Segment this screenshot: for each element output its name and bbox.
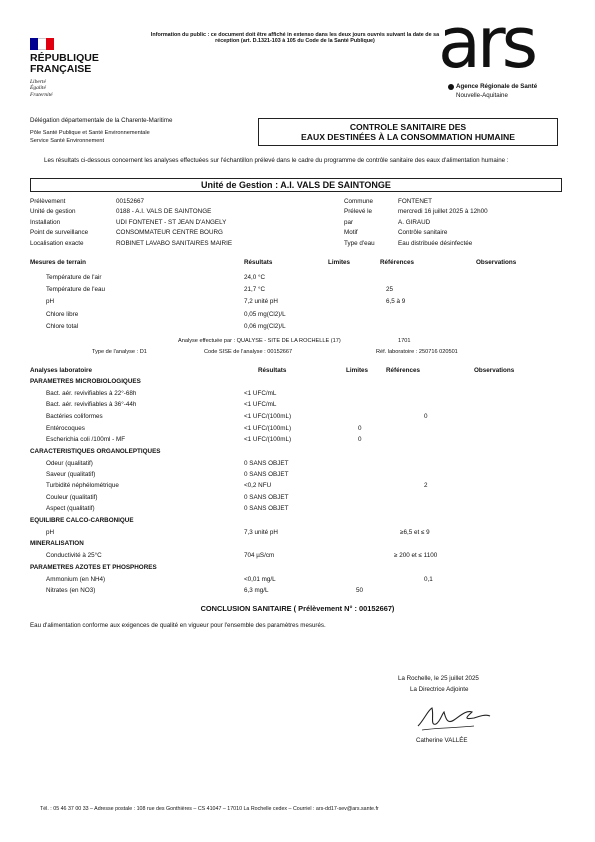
lab-result: <0,01 mg/L bbox=[244, 576, 276, 583]
terrain-header: Références bbox=[380, 259, 414, 266]
info-value: FONTENET bbox=[398, 198, 432, 205]
lab-result: 704 µS/cm bbox=[244, 552, 275, 559]
lab-info-code: 1701 bbox=[398, 338, 411, 344]
info-value: mercredi 16 juillet 2025 à 12h00 bbox=[398, 208, 488, 215]
lab-header: Limites bbox=[346, 367, 369, 374]
marianne-flag bbox=[30, 38, 54, 50]
terrain-header: Résultats bbox=[244, 259, 273, 266]
terrain-header: Limites bbox=[328, 259, 351, 266]
title-line2: EAUX DESTINÉES À LA CONSOMMATION HUMAINE bbox=[301, 132, 515, 142]
lab-ref: ≥6,5 et ≤ 9 bbox=[400, 529, 430, 536]
info-label: Motif bbox=[344, 229, 358, 236]
intro-text: Les résultats ci-dessous concernent les analyses effectuées sur l'échantillon prélevé dans le cadre du programme de contrôle sanitaire des eaux d'alimentation humaine : bbox=[44, 157, 509, 164]
lab-result: 7,3 unité pH bbox=[244, 529, 278, 536]
lab-result: <1 UFC/(100mL) bbox=[244, 436, 292, 443]
republique-logo bbox=[30, 38, 120, 98]
pole: Pôle Santé Publique et Santé Environnementale bbox=[30, 130, 150, 136]
info-label: Point de surveillance bbox=[30, 229, 89, 236]
lab-header: Observations bbox=[474, 367, 515, 374]
lab-param: Bact. aér. revivifiables à 22°-68h bbox=[46, 390, 137, 397]
info-label: Unité de gestion bbox=[30, 208, 76, 215]
terrain-param: Chlore libre bbox=[46, 311, 79, 318]
section-title: EQUILIBRE CALCO-CARBONIQUE bbox=[30, 517, 134, 524]
terrain-param: Chlore total bbox=[46, 323, 79, 330]
info-value: 00152667 bbox=[116, 198, 145, 205]
terrain-header: Mesures de terrain bbox=[30, 259, 86, 266]
info-value: ROBINET LAVABO SANITAIRES MAIRIE bbox=[116, 240, 233, 247]
section-title: MINERALISATION bbox=[30, 540, 84, 547]
service: Service Santé Environnement bbox=[30, 138, 105, 144]
lab-ref: 2 bbox=[424, 482, 428, 489]
info-value: CONSOMMATEUR CENTRE BOURG bbox=[116, 229, 223, 236]
section-title: PARAMETRES AZOTES ET PHOSPHORES bbox=[30, 564, 157, 571]
affichage-notice: Information du public : ce document doit être affiché in extenso dans les deux jours ouvrés suivant la date de sa réception (art. D.1321-103 à 105 du Code de la Santé Publique) bbox=[150, 32, 440, 45]
title-line1: CONTROLE SANITAIRE DES bbox=[349, 122, 467, 132]
lab-param: Conductivité à 25°C bbox=[46, 552, 102, 559]
lab-result: 0 SANS OBJET bbox=[244, 505, 289, 512]
info-label: Installation bbox=[30, 219, 61, 226]
terrain-result: 0,06 mg(Cl2)/L bbox=[244, 323, 286, 330]
lab-param: Ammonium (en NH4) bbox=[46, 576, 106, 583]
lab-limit: 0 bbox=[358, 425, 362, 432]
lab-param: Turbidité néphélométrique bbox=[46, 482, 119, 489]
lab-ref: 0,1 bbox=[424, 576, 433, 583]
lab-info-type: Type de l'analyse : D1 bbox=[92, 349, 147, 355]
lab-param: Aspect (qualitatif) bbox=[46, 505, 95, 512]
handwritten-signature bbox=[414, 702, 494, 734]
lab-param: Bactéries coliformes bbox=[46, 413, 103, 420]
ars-logo bbox=[438, 2, 568, 110]
terrain-header: Observations bbox=[476, 259, 517, 266]
conclusion-title: CONCLUSION SANITAIRE ( Prélèvement N° : 00152667) bbox=[200, 604, 395, 613]
republique-line1: RÉPUBLIQUE bbox=[30, 52, 99, 64]
info-label: Localisation exacte bbox=[30, 240, 84, 247]
ars-tagline1: Agence Régionale de Santé bbox=[456, 83, 538, 90]
terrain-ref: 6,5 à 9 bbox=[386, 298, 406, 305]
lab-result: 0 SANS OBJET bbox=[244, 471, 289, 478]
lab-result: <1 UFC/(100mL) bbox=[244, 413, 292, 420]
unite-label: Unité de Gestion bbox=[201, 180, 273, 190]
footer-contact: Tél. : 05 46 37 00 33 – Adresse postale : 108 rue des Gonthières – CS 41047 – 17010 La Rochelle cedex – Courriel : ars-dd17-sev@ars.sante.fr bbox=[40, 806, 379, 812]
lab-info-ref: Réf. laboratoire : 250716 020501 bbox=[376, 349, 458, 355]
signature-role: La Directrice Adjointe bbox=[410, 686, 469, 693]
republique-motto: Liberté Égalité Fraternité bbox=[30, 79, 53, 98]
terrain-ref: 25 bbox=[386, 286, 394, 293]
info-label: Commune bbox=[344, 198, 374, 205]
lab-result: 6,3 mg/L bbox=[244, 587, 269, 594]
terrain-result: 0,05 mg(Cl2)/L bbox=[244, 311, 286, 318]
terrain-param: Température de l'eau bbox=[46, 286, 105, 293]
lab-header: Analyses laboratoire bbox=[30, 367, 92, 374]
ars-logo-text: ars bbox=[438, 2, 535, 84]
signature-name: Catherine VALLÉE bbox=[416, 737, 468, 744]
terrain-param: Température de l'air bbox=[46, 274, 102, 281]
info-value: UDI FONTENET - ST JEAN D'ANGELY bbox=[116, 219, 227, 226]
info-value: 0188 - A.I. VALS DE SAINTONGE bbox=[116, 208, 212, 215]
terrain-param: pH bbox=[46, 298, 55, 305]
lab-result: <1 UFC/mL bbox=[244, 390, 277, 397]
lab-limit: 50 bbox=[356, 587, 364, 594]
info-value: Eau distribuée désinfectée bbox=[398, 240, 473, 247]
lab-ref: ≥ 200 et ≤ 1100 bbox=[394, 552, 438, 559]
terrain-result: 7,2 unité pH bbox=[244, 298, 278, 305]
info-label: Prélevé le bbox=[344, 208, 373, 215]
lab-ref: 0 bbox=[424, 413, 428, 420]
republique-line2: FRANÇAISE bbox=[30, 63, 92, 76]
lab-param: Nitrates (en NO3) bbox=[46, 587, 96, 594]
lab-param: Saveur (qualitatif) bbox=[46, 471, 96, 478]
delegation: Délégation départementale de la Charente-Maritime bbox=[30, 117, 173, 124]
lab-param: Bact. aér. revivifiables à 36°-44h bbox=[46, 401, 137, 408]
ars-tagline2: Nouvelle-Aquitaine bbox=[456, 92, 508, 99]
lab-info-line1: Analyse effectuée par : QUALYSE - SITE DE LA ROCHELLE (17) bbox=[178, 338, 341, 344]
info-value: Contrôle sanitaire bbox=[398, 229, 448, 236]
info-label: Type d'eau bbox=[344, 240, 375, 247]
lab-header: Résultats bbox=[258, 367, 287, 374]
section-title: CARACTERISTIQUES ORGANOLEPTIQUES bbox=[30, 448, 161, 455]
info-label: Prélèvement bbox=[30, 198, 66, 205]
lab-param: pH bbox=[46, 529, 55, 536]
lab-param: Escherichia coli /100ml - MF bbox=[46, 436, 126, 443]
lab-result: <1 UFC/(100mL) bbox=[244, 425, 292, 432]
signature-place-date: La Rochelle, le 25 juillet 2025 bbox=[398, 675, 479, 682]
unite-gestion-banner bbox=[30, 178, 562, 192]
lab-result: <0,2 NFU bbox=[244, 482, 272, 489]
conclusion-text: Eau d'alimentation conforme aux exigences de qualité en vigueur pour l'ensemble des paramètres mesurés. bbox=[30, 622, 326, 629]
terrain-result: 24,0 °C bbox=[244, 274, 266, 281]
info-value: A. GIRAUD bbox=[398, 219, 431, 226]
lab-limit: 0 bbox=[358, 436, 362, 443]
lab-info-sise: Code SISE de l'analyse : 00152667 bbox=[204, 349, 293, 355]
lab-result: 0 SANS OBJET bbox=[244, 494, 289, 501]
terrain-result: 21,7 °C bbox=[244, 286, 266, 293]
ars-dot-icon bbox=[448, 84, 454, 90]
section-title: PARAMETRES MICROBIOLOGIQUES bbox=[30, 378, 141, 385]
unite-value: : A.I. VALS DE SAINTONGE bbox=[275, 180, 391, 190]
lab-result: <1 UFC/mL bbox=[244, 401, 277, 408]
info-label: par bbox=[344, 219, 354, 226]
document-title bbox=[258, 118, 558, 146]
lab-result: 0 SANS OBJET bbox=[244, 460, 289, 467]
lab-param: Entérocoques bbox=[46, 425, 85, 432]
lab-param: Couleur (qualitatif) bbox=[46, 494, 98, 501]
lab-param: Odeur (qualitatif) bbox=[46, 460, 93, 467]
lab-header: Références bbox=[386, 367, 420, 374]
